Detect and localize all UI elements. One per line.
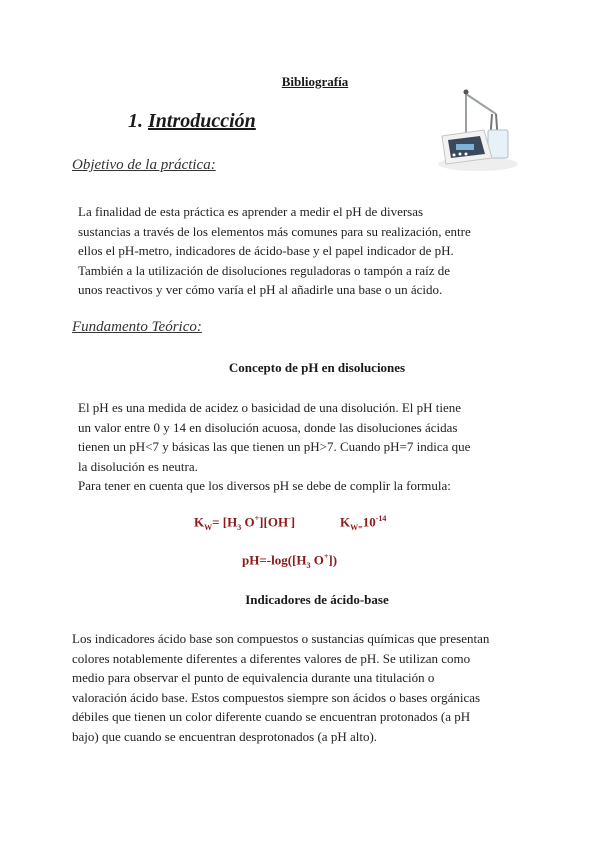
indicadores-line: medio para observar el punto de equivalencia durante una titulación o (72, 670, 435, 686)
concepto-line: la disolución es neutra. (78, 458, 198, 474)
concepto-line: un valor entre 0 y 14 en disolución acuosa, donde las disoluciones ácidas (78, 419, 458, 435)
formula-exp: -14 (375, 514, 387, 523)
objetivo-line: También a la utilización de disoluciones reguladoras o tampón a raíz de (78, 262, 450, 278)
bibliografia-heading: Bibliografía (281, 74, 349, 89)
objetivo-heading: Objetivo de la práctica: (72, 157, 216, 173)
objetivo-line: sustancias a través de los elementos más comunes para su realización, entre (78, 223, 471, 239)
intro-heading (128, 110, 256, 133)
formula-w-sub: W (204, 522, 213, 532)
formula-plus-sup: + (323, 552, 329, 561)
formula-end: ]) (328, 552, 338, 568)
formula-3-sub: 3 (237, 522, 242, 532)
formula-plus-sup: + (254, 514, 260, 523)
indicadores-paragraph (72, 629, 489, 747)
formula-k: K (194, 514, 205, 530)
concepto-line: El pH es una medida de acidez o basicidad de una disolución. El pH tiene (78, 400, 462, 415)
formula-eq: = [H (212, 514, 238, 530)
indicadores-line: bajo) que cuando se encuentran desprotonados (a pH alto). (72, 728, 378, 744)
indicadores-line: valoración ácido base. Estos compuestos siempre son ácidos o bases orgánicas (72, 689, 481, 705)
ph-meter-image (432, 84, 524, 176)
formula-kw (194, 514, 295, 532)
formula-o: O (241, 514, 255, 530)
objetivo-line: unos reactivos y ver cómo varía el pH al añadirle una base o un ácido. (78, 282, 443, 298)
concepto-line: tienen un pH<7 y básicas las que tienen un pH>7. Cuando pH=7 indica que (78, 439, 471, 455)
objetivo-paragraph (78, 202, 471, 300)
indicadores-line: débiles que tienen un color diferente cuando se encuentran protonados (a pH (72, 709, 471, 725)
indicadores-title: Indicadores de ácido-base (245, 592, 389, 607)
objetivo-line: ellos el pH-metro, indicadores de ácido-base y el papel indicador de pH. (78, 243, 454, 259)
indicadores-line: colores notablemente diferentes a diferentes valores de pH. Se utilizan como (72, 650, 471, 666)
formula-minus-sup: - (288, 514, 291, 523)
formula-o: O (310, 552, 324, 568)
formula-ph (242, 552, 337, 570)
indicadores-line: Los indicadores ácido base son compuestos o sustancias químicas que presentan (72, 631, 490, 646)
objetivo-line: La finalidad de esta práctica es aprender a medir el pH de diversas (78, 204, 424, 219)
concepto-title: Concepto de pH en disoluciones (228, 360, 406, 375)
intro-title: Introducción (148, 110, 256, 132)
formula-3-sub: 3 (306, 560, 311, 570)
intro-number: 1. (128, 110, 143, 132)
concepto-paragraph (78, 398, 470, 496)
formula-end: ] (290, 514, 296, 530)
fundamento-heading: Fundamento Teórico: (72, 319, 202, 335)
formula-kw-value (340, 514, 386, 532)
formula-start: pH=-log([H (242, 552, 307, 568)
formula-k: K (340, 514, 351, 530)
formula-val: 10 (362, 514, 376, 530)
formula-w-sub: W= (350, 522, 363, 532)
concepto-line: Para tener en cuenta que los diversos pH se debe de complir la formula: (78, 478, 451, 494)
formula-mid: ][OH (259, 514, 289, 530)
